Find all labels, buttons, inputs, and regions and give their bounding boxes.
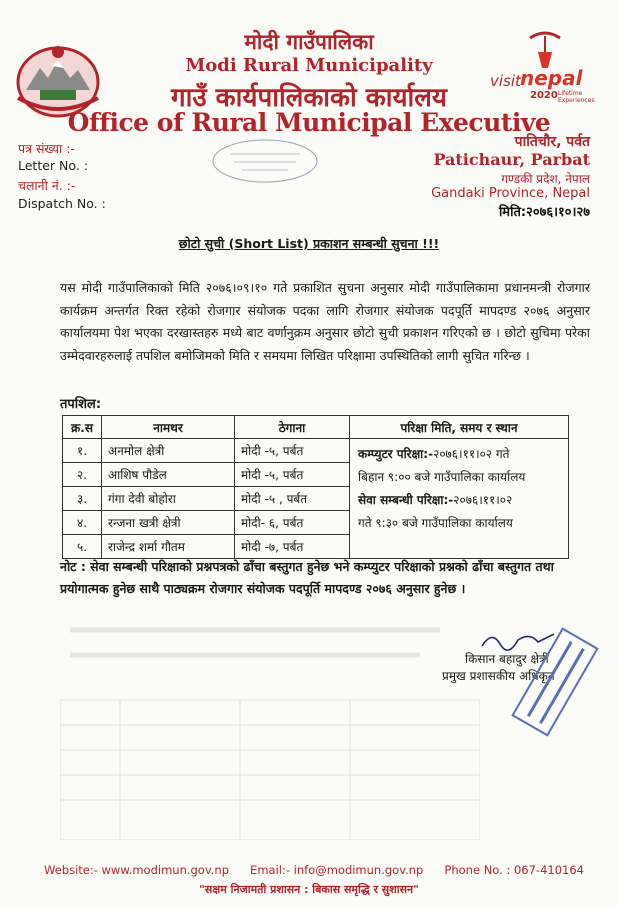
exam-service-label: सेवा सम्बन्धी परिक्षा:- [358,493,454,507]
row-name: राजेन्द्र शर्मा गौतम [102,535,235,559]
row-serial: ५. [63,535,102,559]
row-address: मोदी -५, पर्बत [235,463,350,487]
signer-name: किसान बहादुर क्षेत्री [465,652,549,666]
visit-logo-year: 2020 [530,90,558,101]
letter-no-label-nepali: पत्र संख्या :- [18,141,75,156]
exam-computer-time: बिहान ९:०० बजे गाउँपालिका कार्यालय [358,470,526,484]
bleed-through-texture [60,610,480,840]
details-label: तपशिल: [60,397,102,412]
footer-phone: Phone No. : 067-410164 [444,863,584,877]
table-header-row [63,416,569,439]
header-address: ठेगाना [235,416,350,439]
row-name: अनमोल क्षेत्री [102,439,235,463]
address-english: Patichaur, Parbat [433,150,590,169]
table-row [63,439,569,463]
signer-title: प्रमुख प्रशासकीय अधिकृत [442,669,555,683]
notice-subject: छोटो सुची (Short List) प्रकाशन सम्बन्धी सुचना !!! [178,236,440,251]
row-address: मोदी- ६, पर्बत [235,511,350,535]
row-name: गंगा देवी बोहोरा [102,487,235,511]
shortlist-table [62,415,569,559]
footer-contact [44,863,584,877]
exam-note: नोट : सेवा सम्बन्धी परिक्षाको प्रश्नपत्रको ढाँचा बस्तुगत हुनेछ भने कम्प्युटर परिक्षाको प्रश्नको ढाँचा बस्तुगत तथा प्रयोगात्मक हुनेछ साथै पाठ्यक्रम रोजगार संयोजक पदपूर्ति मापदण्ड २०७६ अनुसार हुनेछ । [60,559,554,596]
exam-computer-date: २०७६।११।०२ गते [433,447,510,461]
letter-no-label: Letter No. : [18,158,88,173]
notice-body: यस मोदी गाउँपालिकाको मिति २०७६।०९।१० गते प्रकाशित सुचना अनुसार मोदी गाउँपालिकामा प्रधानमन्त्री रोजगार कार्यक्रम अन्तर्गत रिक्त रहेको रोजगार संयोजक पदका लागि रोजगार संयोजक पदपूर्ति मापदण्ड २०७६ अनुसार कार्यालयमा पेश भएका दरखास्तहरु मध्ये बाट वर्णानुक्रम अनुसार छोटो सुची प्रकाशन गरिएको छ । छोटो सुचिमा परेका उम्मेदवारहरुलाई तपशिल बमोजिमको मिति र समयमा लिखित परिक्षामा उपस्थितिको लागी सुचित गरिन्छ । [60,280,590,363]
exam-computer-label: कम्प्युटर परिक्षा:- [358,447,434,461]
footer-email: Email:- info@modimun.gov.np [250,863,424,877]
exam-schedule-cell [350,439,569,559]
office-name-nepali: गाउँ कार्यपालिकाको कार्यालय [171,83,447,113]
faint-office-stamp [210,138,320,184]
row-name: रन्जना खत्री क्षेत्री [102,511,235,535]
address-nepali: पातिचौर, पर्वत [514,134,590,150]
row-name: आशिष पौडेल [102,463,235,487]
row-serial: १. [63,439,102,463]
footer-website: Website:- www.modimun.gov.np [44,863,229,877]
document-date: मिति:२०७६।१०।२७ [498,205,590,220]
visit-logo-tagline: Lifetime Experiences [558,90,595,104]
dispatch-no-label: Dispatch No. : [18,196,106,211]
municipality-name-english: Modi Rural Municipality [185,55,433,76]
exam-service-time: गते ९:३० बजे गाउँपालिका कार्यालय [358,516,513,530]
header-exam-info: परिक्षा मिति, समय र स्थान [350,416,569,439]
office-name-english: Office of Rural Municipal Executive [67,108,551,137]
official-stamp [500,622,610,742]
row-address: मोदी -५ , पर्बत [235,487,350,511]
header-name: नामथर [102,416,235,439]
dispatch-no-label-nepali: चलानी नं. :- [18,178,76,193]
municipality-name-nepali: मोदी गाउँपालिका [244,30,374,54]
row-serial: २. [63,463,102,487]
header-serial: क्र.स [63,416,102,439]
province-english: Gandaki Province, Nepal [431,186,590,201]
footer-motto: "सक्षम निजामती प्रशासन : बिकास समृद्धि र सुशासन" [199,883,419,896]
row-address: मोदी -७, पर्बत [235,535,350,559]
visit-logo-brand: nepal [520,66,583,90]
exam-service-date: २०७६।११।०२ [453,493,513,507]
row-address: मोदी -५, पर्बत [235,439,350,463]
row-serial: ४. [63,511,102,535]
visit-logo-word: visit [490,72,521,90]
province-nepali: गण्डकी प्रदेश, नेपाल [501,172,590,186]
row-serial: ३. [63,487,102,511]
